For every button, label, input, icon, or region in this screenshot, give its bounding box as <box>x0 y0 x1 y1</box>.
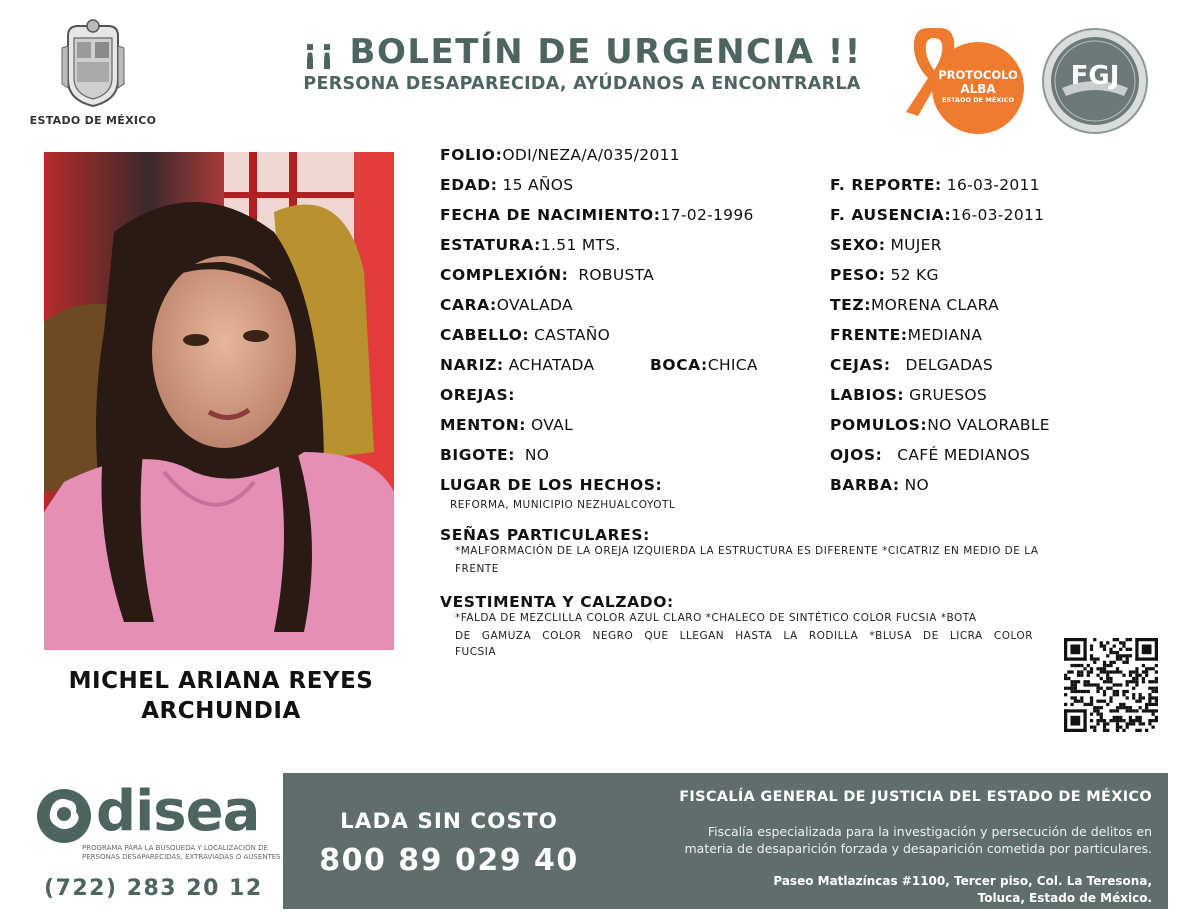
edad-label: EDAD: <box>440 176 498 194</box>
title-block <box>262 32 902 94</box>
field-labios <box>830 385 987 405</box>
fgj-description <box>592 823 1152 857</box>
footer-band <box>283 773 1168 909</box>
senas-line-1: *MALFORMACIÓN DE LA OREJA IZQUIERDA LA ESTRUCTURA ES DIFERENTE *CICATRIZ EN MEDIO DE LA <box>455 545 1039 557</box>
labios-value: GRUESOS <box>909 386 988 404</box>
field-ojos <box>830 445 1030 465</box>
nariz-value: ACHATADA <box>508 356 595 374</box>
alba-line1: PROTOCOLO <box>938 68 1018 82</box>
cara-value: OVALADA <box>496 296 573 314</box>
menton-label: MENTON: <box>440 416 527 434</box>
vestimenta-line-2: DE GAMUZA COLOR NEGRO QUE LLEGAN HASTA LA RODILLA *BLUSA DE LICRA COLOR <box>455 630 1033 642</box>
sexo-label: SEXO: <box>830 236 886 254</box>
boca-value: CHICA <box>707 356 758 374</box>
edad-value: 15 AÑOS <box>502 176 574 194</box>
cabello-value: CASTAÑO <box>534 326 611 344</box>
fgj-logo <box>1040 26 1150 136</box>
cabello-label: CABELLO: <box>440 326 530 344</box>
cejas-value: DELGADAS <box>905 356 993 374</box>
ausencia-label: F. AUSENCIA: <box>830 206 952 224</box>
complexion-value: ROBUSTA <box>578 266 655 284</box>
nacimiento-value: 17-02-1996 <box>660 206 754 224</box>
fgj-address <box>592 873 1152 907</box>
alba-line3: ESTADO DE MÉXICO <box>942 96 1014 104</box>
peso-value: 52 KG <box>890 266 939 284</box>
bigote-value: NO <box>524 446 550 464</box>
missing-person-name <box>44 666 398 726</box>
folio-value: ODI/NEZA/A/035/2011 <box>502 146 680 164</box>
field-frente <box>830 325 982 345</box>
field-orejas <box>440 385 515 405</box>
folio-label: FOLIO: <box>440 146 503 164</box>
address-line-1: Paseo Matlazíncas #1100, Tercer piso, Col. La Teresona, <box>773 874 1152 888</box>
fgj-desc-line-2: materia de desaparición forzada y desaparición cometida por particulares. <box>684 841 1152 856</box>
field-ausencia <box>830 205 1044 225</box>
odisea-logo <box>34 779 281 908</box>
senas-label: SEÑAS PARTICULARES: <box>440 526 650 544</box>
field-nariz <box>440 355 594 375</box>
field-bigote <box>440 445 549 465</box>
frente-label: FRENTE: <box>830 326 908 344</box>
pomulos-label: POMULOS: <box>830 416 928 434</box>
lada-label: LADA SIN COSTO <box>340 809 558 834</box>
ojos-label: OJOS: <box>830 446 883 464</box>
odisea-description: PROGRAMA PARA LA BÚSQUEDA Y LOCALIZACIÓN DE PERSONAS DESAPARECIDAS, EXTRAVIADAS O AUSENTES <box>82 844 281 861</box>
alba-badge <box>932 42 1024 134</box>
field-menton <box>440 415 573 435</box>
field-edad <box>440 175 573 195</box>
senas-line-2: FRENTE <box>455 563 499 575</box>
name-line-2: ARCHUNDIA <box>141 698 301 724</box>
reporte-label: F. REPORTE: <box>830 176 942 194</box>
tez-value: MORENA CLARA <box>871 296 1000 314</box>
ojos-value: CAFÉ MEDIANOS <box>897 446 1031 464</box>
field-estatura <box>440 235 621 255</box>
lugar-value: REFORMA, MUNICIPIO NEZHUALCOYOTL <box>450 499 676 511</box>
peso-label: PESO: <box>830 266 886 284</box>
protocolo-alba-logo <box>898 22 1028 134</box>
state-label: ESTADO DE MÉXICO <box>29 114 157 127</box>
field-folio <box>440 145 680 165</box>
field-complexion <box>440 265 654 285</box>
estatura-value: 1.51 MTS. <box>540 236 621 254</box>
cara-label: CARA: <box>440 296 497 314</box>
pomulos-value: NO VALORABLE <box>927 416 1050 434</box>
field-lugar <box>440 475 662 495</box>
fgj-logo-text: FGJ <box>1070 61 1120 91</box>
field-reporte <box>830 175 1040 195</box>
fgj-name: FISCALÍA GENERAL DE JUSTICIA DEL ESTADO DE MÉXICO <box>679 789 1152 805</box>
field-nacimiento <box>440 205 754 225</box>
boca-label: BOCA: <box>650 356 708 374</box>
odisea-wordmark: disea <box>96 779 260 844</box>
lugar-label: LUGAR DE LOS HECHOS: <box>440 476 663 494</box>
orejas-label: OREJAS: <box>440 386 516 404</box>
nariz-label: NARIZ: <box>440 356 504 374</box>
tez-label: TEZ: <box>830 296 871 314</box>
cejas-label: CEJAS: <box>830 356 891 374</box>
qr-code-image <box>1064 638 1158 732</box>
lada-number[interactable]: 800 89 029 40 <box>319 843 579 878</box>
estado-de-mexico-logo <box>28 18 158 130</box>
field-cabello <box>440 325 610 345</box>
fgj-desc-line-1: Fiscalía especializada para la investigación y persecución de delitos en <box>707 824 1152 839</box>
sexo-value: MUJER <box>890 236 942 254</box>
odisea-map-icon <box>34 786 94 848</box>
missing-person-photo <box>44 152 394 650</box>
field-pomulos <box>830 415 1050 435</box>
vestimenta-line-3: FUCSIA <box>455 646 497 658</box>
field-sexo <box>830 235 942 255</box>
coat-of-arms-icon <box>58 18 128 108</box>
complexion-label: COMPLEXIÓN: <box>440 266 569 284</box>
frente-value: MEDIANA <box>907 326 983 344</box>
ausencia-value: 16-03-2011 <box>951 206 1045 224</box>
field-peso <box>830 265 939 285</box>
barba-value: NO <box>904 476 929 494</box>
reporte-value: 16-03-2011 <box>946 176 1040 194</box>
bulletin-title: ¡¡ BOLETÍN DE URGENCIA !! <box>302 32 862 72</box>
labios-label: LABIOS: <box>830 386 905 404</box>
bulletin-subtitle: PERSONA DESAPARECIDA, AYÚDANOS A ENCONTRARLA <box>303 74 861 94</box>
nacimiento-label: FECHA DE NACIMIENTO: <box>440 206 661 224</box>
menton-value: OVAL <box>531 416 574 434</box>
field-cara <box>440 295 573 315</box>
qr-code-icon[interactable] <box>1064 638 1158 732</box>
estatura-label: ESTATURA: <box>440 236 541 254</box>
fgj-seal-icon <box>1040 26 1150 136</box>
field-boca <box>650 355 758 375</box>
alba-line2: ALBA <box>960 82 996 96</box>
odisea-phone[interactable]: (722) 283 20 12 <box>44 876 263 901</box>
field-tez <box>830 295 999 315</box>
vestimenta-line-1: *FALDA DE MEZCLILLA COLOR AZUL CLARO *CHALECO DE SINTÉTICO COLOR FUCSIA *BOTA <box>455 612 977 624</box>
field-barba <box>830 475 929 495</box>
name-line-1: MICHEL ARIANA REYES <box>68 668 374 694</box>
bigote-label: BIGOTE: <box>440 446 516 464</box>
address-line-2: Toluca, Estado de México. <box>977 891 1152 905</box>
field-cejas <box>830 355 993 375</box>
vestimenta-label: VESTIMENTA Y CALZADO: <box>440 593 674 611</box>
barba-label: BARBA: <box>830 476 900 494</box>
person-photo-image <box>44 152 394 650</box>
